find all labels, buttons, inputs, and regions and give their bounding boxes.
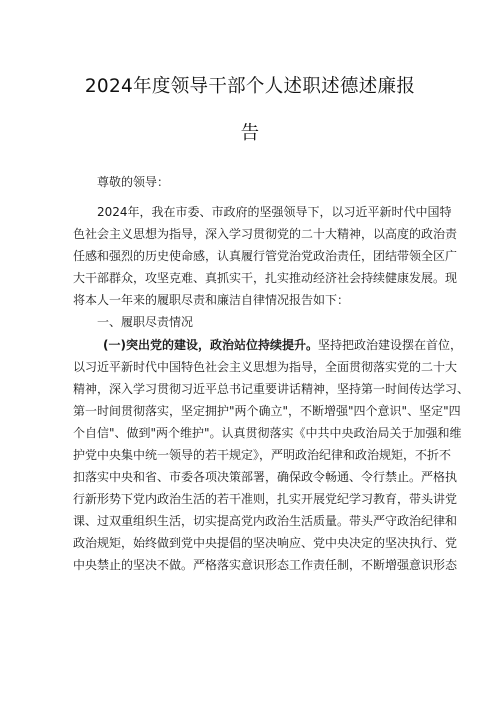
subsection-text: 坚持把政治建设摆在首位，: [317, 338, 462, 352]
paragraph-line: 行新形势下党内政治生活的若干准则，扎实开展党纪学习教育，带头讲党: [73, 492, 458, 506]
intro-line: 任感和强烈的历史使命感，认真履行管党治党政治责任，团结带领全区广: [73, 249, 458, 263]
subsection-first-line: [103, 334, 462, 356]
subsection-heading: (一)突出党的建设，政治站位持续提升。: [103, 338, 318, 352]
section-heading: 一、履职尽责情况: [97, 315, 194, 329]
paragraph-line: 以习近平新时代中国特色社会主义思想为指导，全面贯彻落实党的二十大: [73, 360, 458, 374]
paragraph-line: 第一时间贯彻落实，坚定拥护"两个确立"，不断增强"四个意识"、坚定"四: [73, 404, 461, 418]
paragraph-line: 个自信"、做到"两个维护"。认真贯彻落实《中共中央政治局关于加强和维: [73, 426, 462, 440]
paragraph-line: 课、过双重组织生活，切实提高党内政治生活质量。带头严守政治纪律和: [73, 514, 458, 528]
intro-line: 色社会主义思想为指导，深入学习贯彻党的二十大精神，以高度的政治责: [73, 227, 458, 241]
intro-line: 2024年，我在市委、市政府的坚强领导下，以习近平新时代中国特: [97, 205, 452, 219]
document-title-line-1: 2024年度领导干部个人述职述德述廉报: [84, 76, 416, 97]
paragraph-line: 政治规矩，始终做到党中央提倡的坚决响应、党中央决定的坚决执行、党: [73, 536, 458, 550]
paragraph-line: 扣落实中央和省、市委各项决策部署，确保政令畅通、令行禁止。严格执: [73, 470, 458, 484]
intro-line: 大干部群众，攻坚克难、真抓实干，扎实推动经济社会持续健康发展。现: [73, 271, 458, 285]
salutation: 尊敬的领导：: [97, 175, 170, 189]
paragraph-line: 护党中央集中统一领导的若干规定》，严明政治纪律和政治规矩，不折不: [73, 448, 452, 462]
paragraph-line: 中央禁止的坚决不做。严格落实意识形态工作责任制，不断增强意识形态: [73, 558, 458, 572]
document-title-line-2: 告: [240, 123, 260, 144]
intro-line: 将本人一年来的履职尽责和廉洁自律情况报告如下：: [73, 293, 350, 307]
paragraph-line: 精神，深入学习贯彻习近平总书记重要讲话精神，坚持第一时间传达学习、: [73, 382, 470, 396]
